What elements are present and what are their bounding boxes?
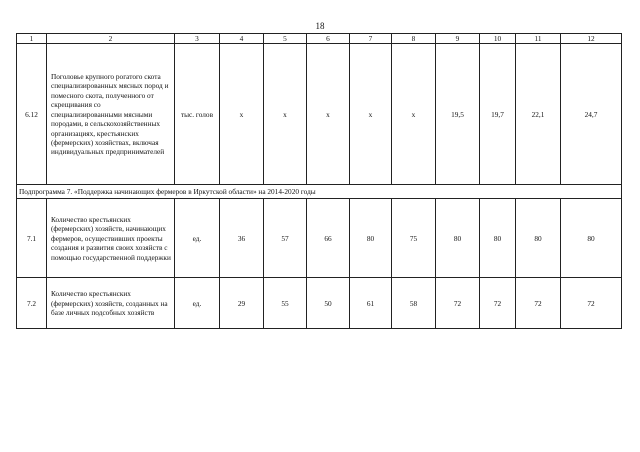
table-row: [17, 199, 622, 278]
table-row: [17, 278, 622, 329]
value-cell: 58: [392, 278, 436, 329]
unit-cell: ед.: [175, 199, 220, 278]
indicator-name: Количество крестьянских (фермерских) хозяйств, созданных на базе личных подсобных хозяйств: [47, 278, 175, 329]
value-cell: 61: [350, 278, 392, 329]
subprogram-title: Подпрограмма 7. «Поддержка начинающих фермеров в Иркутской области» на 2014-2020 годы: [17, 185, 622, 199]
value-cell: 80: [436, 199, 480, 278]
column-number-row: [17, 34, 622, 44]
column-header: 12: [561, 34, 622, 44]
value-cell: х: [220, 44, 264, 185]
value-cell: 80: [561, 199, 622, 278]
indicator-name: Количество крестьянских (фермерских) хозяйств, начинающих фермеров, осуществивших проекты создания и развития своих хозяйств с помощью государственной поддержки: [47, 199, 175, 278]
column-header: 1: [17, 34, 47, 44]
row-number: 7.2: [17, 278, 47, 329]
column-header: 4: [220, 34, 264, 44]
value-cell: 66: [307, 199, 350, 278]
column-header: 5: [264, 34, 307, 44]
value-cell: 72: [480, 278, 516, 329]
column-header: 2: [47, 34, 175, 44]
value-cell: х: [307, 44, 350, 185]
row-number: 7.1: [17, 199, 47, 278]
value-cell: 29: [220, 278, 264, 329]
column-header: 9: [436, 34, 480, 44]
subprogram-row: [17, 185, 622, 199]
value-cell: х: [264, 44, 307, 185]
indicators-table: [16, 33, 622, 329]
value-cell: 72: [561, 278, 622, 329]
value-cell: 80: [350, 199, 392, 278]
column-header: 10: [480, 34, 516, 44]
column-header: 6: [307, 34, 350, 44]
value-cell: 22,1: [516, 44, 561, 185]
value-cell: 24,7: [561, 44, 622, 185]
column-header: 11: [516, 34, 561, 44]
column-header: 8: [392, 34, 436, 44]
unit-cell: тыс. голов: [175, 44, 220, 185]
value-cell: 75: [392, 199, 436, 278]
page-number: 18: [315, 21, 325, 31]
value-cell: 80: [480, 199, 516, 278]
column-header: 7: [350, 34, 392, 44]
indicator-name: Поголовье крупного рогатого скота специализированных мясных пород и помесного скота, полученного от скрещивания со специализированными мясными породами, в сельскохозяйственных организациях, крестьянских (фермерских) хозяйствах, включая индивидуальных предпринимателей: [47, 44, 175, 185]
column-header: 3: [175, 34, 220, 44]
value-cell: х: [350, 44, 392, 185]
value-cell: 55: [264, 278, 307, 329]
value-cell: 36: [220, 199, 264, 278]
value-cell: 19,7: [480, 44, 516, 185]
value-cell: х: [392, 44, 436, 185]
value-cell: 50: [307, 278, 350, 329]
value-cell: 19,5: [436, 44, 480, 185]
value-cell: 72: [516, 278, 561, 329]
unit-cell: ед.: [175, 278, 220, 329]
value-cell: 57: [264, 199, 307, 278]
row-number: 6.12: [17, 44, 47, 185]
value-cell: 72: [436, 278, 480, 329]
value-cell: 80: [516, 199, 561, 278]
table-row: [17, 44, 622, 185]
